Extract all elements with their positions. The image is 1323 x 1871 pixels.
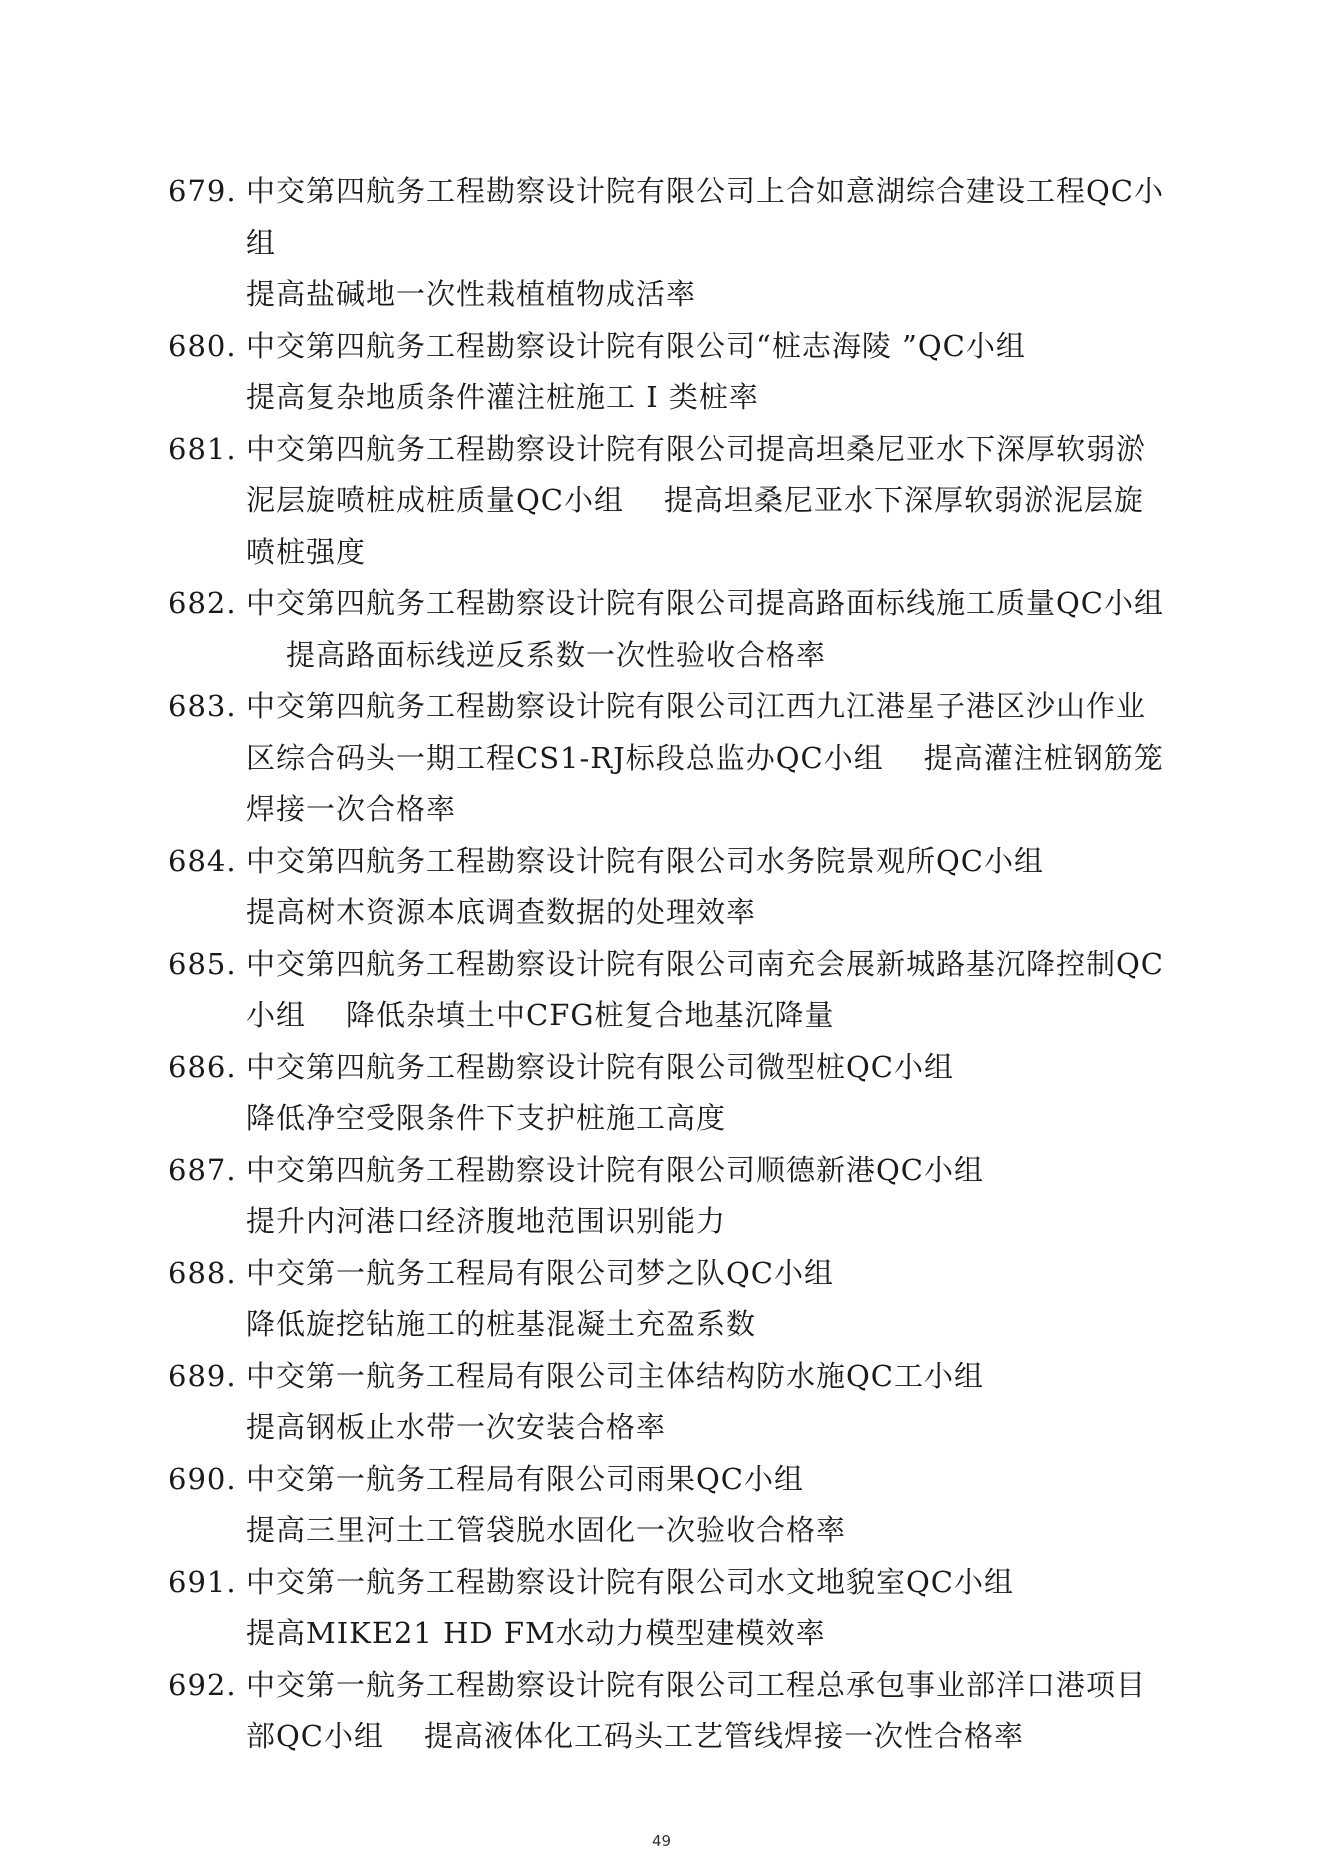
entry-number: 682. [168, 586, 237, 620]
entry-project: 降低净空受限条件下支护桩施工高度 [246, 1101, 727, 1135]
entry-org: 中交第四航务工程勘察设计院有限公司提高坦桑尼亚水下深厚软弱淤泥层旋喷桩成桩质量QC小组 [246, 431, 1147, 517]
list-item [168, 1454, 1168, 1557]
list-item [168, 1660, 1168, 1763]
entry-org: 中交第四航务工程勘察设计院有限公司提高路面标线施工质量QC小组 [246, 586, 1164, 620]
entry-number: 686. [168, 1049, 237, 1084]
entry-org: 中交第一航务工程局有限公司梦之队QC小组 [246, 1255, 834, 1290]
entry-project: 提高盐碱地一次性栽植植物成活率 [246, 277, 697, 311]
list-item [168, 681, 1168, 836]
entry-org: 中交第一航务工程局有限公司主体结构防水施QC工小组 [246, 1358, 984, 1393]
entry-number: 685. [168, 946, 237, 981]
page-number: 49 [651, 1832, 672, 1850]
entry-org: 中交第四航务工程勘察设计院有限公司微型桩QC小组 [246, 1049, 954, 1084]
entry-number: 688. [168, 1255, 237, 1290]
entry-project: 提高液体化工码头工艺管线焊接一次性合格率 [423, 1719, 1024, 1753]
entry-number: 689. [168, 1358, 237, 1393]
entry-project: 提高三里河土工管袋脱水固化一次验收合格率 [246, 1513, 847, 1547]
entry-project: 提升内河港口经济腹地范围识别能力 [246, 1204, 727, 1238]
entry-number: 690. [168, 1461, 237, 1496]
entry-project: 提高路面标线逆反系数一次性验收合格率 [286, 637, 827, 672]
list-item [168, 1042, 1168, 1145]
entry-org: 中交第四航务工程勘察设计院有限公司江西九江港星子港区沙山作业区综合码头一期工程CS1-RJ标段总监办QC小组 [246, 689, 1147, 775]
entry-project: 提高复杂地质条件灌注桩施工 I 类桩率 [246, 380, 759, 414]
list-item [168, 321, 1168, 424]
entry-org: 中交第一航务工程勘察设计院有限公司水文地貌室QC小组 [246, 1564, 1014, 1599]
entry-org: 中交第四航务工程勘察设计院有限公司顺德新港QC小组 [246, 1152, 984, 1187]
entry-project: 提高钢板止水带一次安装合格率 [246, 1410, 667, 1444]
entry-number: 691. [168, 1564, 237, 1599]
list-item [168, 424, 1168, 579]
entry-project: 降低杂填土中CFG桩复合地基沉降量 [346, 998, 835, 1032]
entry-org: 中交第四航务工程勘察设计院有限公司上合如意湖综合建设工程QC小组 [246, 174, 1164, 260]
entry-project: 提高灌注桩钢筋笼焊接一次合格率 [246, 740, 1164, 826]
entry-project: 提高树木资源本底调查数据的处理效率 [246, 895, 757, 929]
entry-number: 687. [168, 1152, 237, 1187]
entry-org: 中交第一航务工程勘察设计院有限公司工程总承包事业部洋口港项目部QC小组 [246, 1667, 1147, 1753]
list-item [168, 939, 1168, 1042]
list-item [168, 1351, 1168, 1454]
list-item [168, 1248, 1168, 1351]
list-item [168, 836, 1168, 939]
entry-project: 降低旋挖钻施工的桩基混凝土充盈系数 [246, 1307, 757, 1341]
entry-number: 681. [168, 431, 237, 466]
entry-number: 680. [168, 328, 237, 363]
entry-org: 中交第四航务工程勘察设计院有限公司水务院景观所QC小组 [246, 843, 1044, 878]
list-item [168, 1557, 1168, 1660]
entry-project: 提高坦桑尼亚水下深厚软弱淤泥层旋喷桩强度 [246, 483, 1144, 569]
list-item [168, 166, 1168, 321]
entry-number: 679. [168, 174, 237, 208]
entry-org: 中交第四航务工程勘察设计院有限公司南充会展新城路基沉降控制QC小组 [246, 946, 1164, 1032]
list-item [168, 1145, 1168, 1248]
entry-org: 中交第四航务工程勘察设计院有限公司“桩志海陵 ”QC小组 [246, 328, 1026, 363]
list-item [168, 578, 1168, 681]
entry-org: 中交第一航务工程局有限公司雨果QC小组 [246, 1461, 804, 1496]
entry-project: 提高MIKE21 HD FM水动力模型建模效率 [246, 1616, 826, 1650]
entry-number: 684. [168, 843, 237, 878]
entry-number: 692. [168, 1667, 237, 1702]
entry-list [168, 166, 1168, 1763]
entry-number: 683. [168, 689, 237, 723]
